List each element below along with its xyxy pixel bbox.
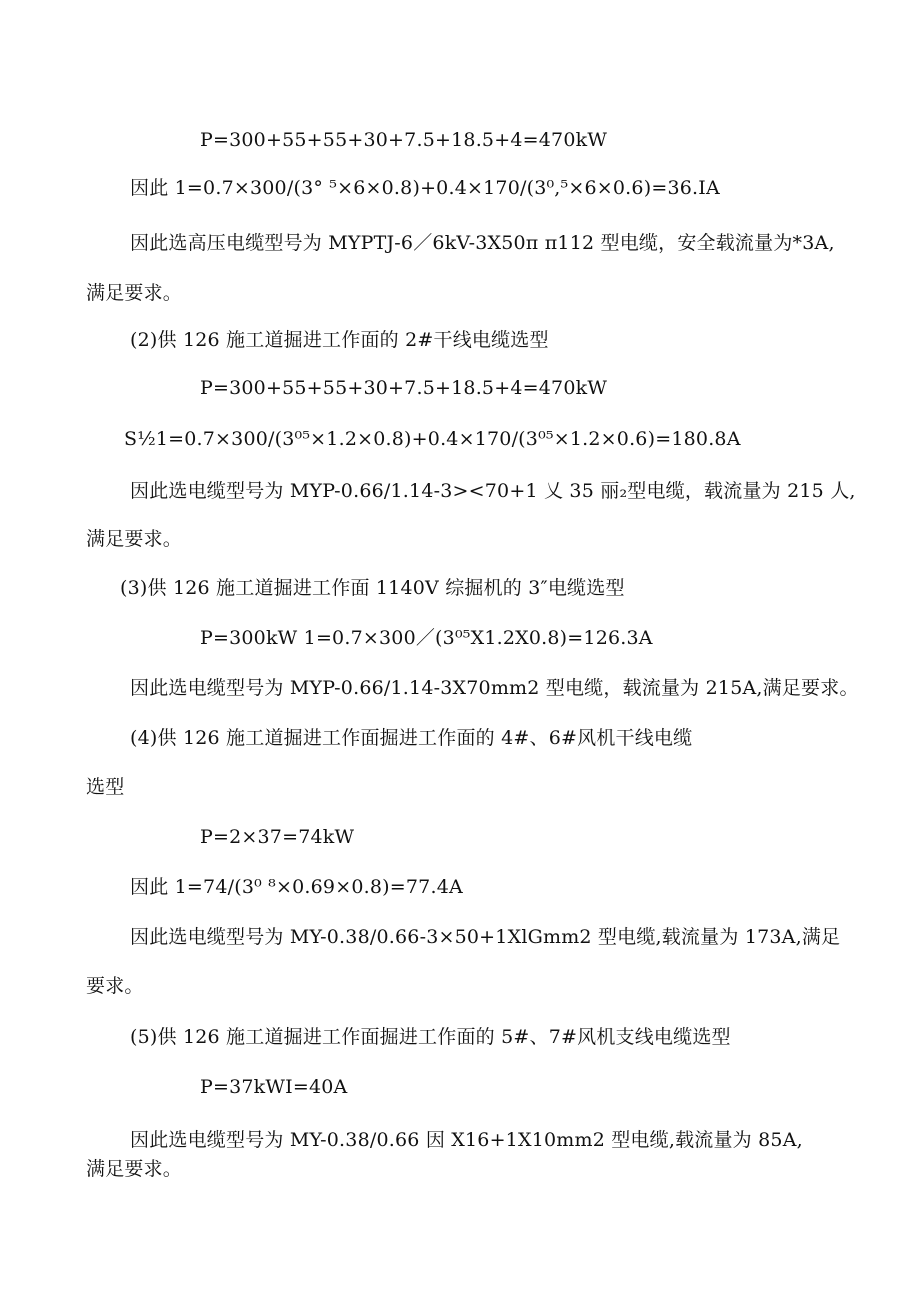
- paragraph-continuation-4: 要求。: [86, 975, 144, 997]
- paragraph-cable-5: 因此选电缆型号为 MY-0.38/0.66 因 X16+1X10mm2 型电缆,载流量为 85A,: [130, 1129, 803, 1151]
- paragraph-high-voltage-cable: 因此选高压电缆型号为 MYPTJ-6／6kV-3X50π π112 型电缆，安全载流量为*3A,: [130, 232, 835, 254]
- section-heading-5: (5)供 126 施工道掘进工作面掘进工作面的 5#、7#风机支线电缆选型: [130, 1026, 731, 1048]
- paragraph-cable-4: 因此选电缆型号为 MY-0.38/0.66-3×50+1XlGmm2 型电缆,载流量为 173A,满足: [130, 926, 841, 948]
- paragraph-cable-3: 因此选电缆型号为 MYP-0.66/1.14-3X70mm2 型电缆，载流量为 215A,满足要求。: [130, 677, 859, 699]
- paragraph-continuation-5: 满足要求。: [86, 1158, 183, 1180]
- formula-current-4: 因此 1=74/(3⁰ ⁸×0.69×0.8)=77.4A: [130, 876, 463, 898]
- formula-power-current-3: P=300kW 1=0.7×300／(3⁰⁵X1.2X0.8)=126.3A: [200, 627, 653, 649]
- section-heading-4: (4)供 126 施工道掘进工作面掘进工作面的 4#、6#风机干线电缆: [130, 727, 693, 749]
- paragraph-continuation: 满足要求。: [86, 282, 183, 304]
- formula-current-2: S½1=0.7×300/(3⁰⁵×1.2×0.8)+0.4×170/(3⁰⁵×1.2×0.6)=180.8A: [124, 428, 741, 450]
- section-heading-2: (2)供 126 施工道掘进工作面的 2#干线电缆选型: [130, 329, 549, 351]
- paragraph-continuation-2: 满足要求。: [86, 528, 183, 550]
- formula-power-total-2: P=300+55+55+30+7.5+18.5+4=470kW: [200, 377, 608, 399]
- formula-power-4: P=2×37=74kW: [200, 826, 355, 848]
- formula-power-total: P=300+55+55+30+7.5+18.5+4=470kW: [200, 129, 608, 151]
- paragraph-cable-2: 因此选电缆型号为 MYP-0.66/1.14-3><70+1 乂 35 丽₂型电缆，载流量为 215 人,: [130, 480, 856, 502]
- formula-current-high-voltage: 因此 1=0.7×300/(3° ⁵×6×0.8)+0.4×170/(3⁰,⁵×6×0.6)=36.IA: [130, 177, 720, 199]
- formula-power-current-5: P=37kWI=40A: [200, 1076, 348, 1098]
- section-heading-3: (3)供 126 施工道掘进工作面 1140V 综掘机的 3″电缆选型: [120, 577, 625, 599]
- section-heading-4-continuation: 选型: [86, 776, 125, 798]
